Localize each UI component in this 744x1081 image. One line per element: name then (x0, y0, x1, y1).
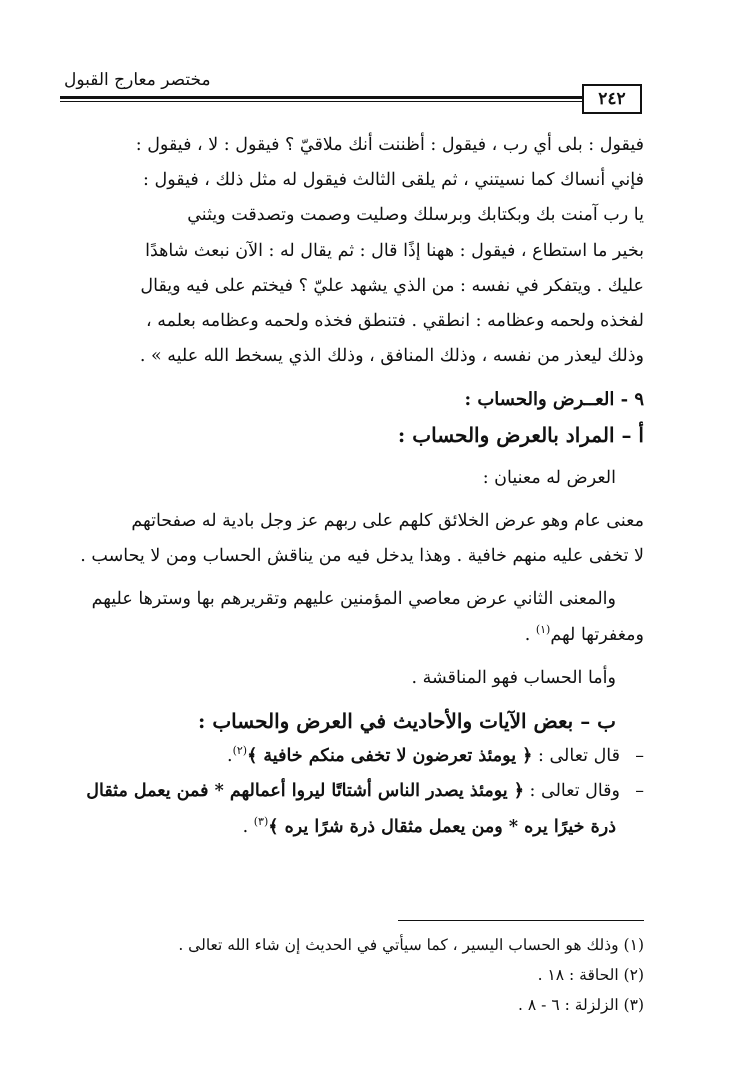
hisab-line: وأما الحساب فهو المناقشة . (411, 667, 616, 688)
footnote: (١) وذلك هو الحساب اليسير ، كما سيأتي في الحديث إن شاء الله تعالى . (178, 936, 644, 954)
text-line: لا تخفى عليه منهم خافية . وهذا يدخل فيه من يناقش الحساب ومن لا يحاسب . (80, 546, 644, 567)
page-number: ٢٤٢ (582, 84, 642, 114)
text-line: عليك . ويتفكر في نفسه : من الذي يشهد عليّ ؟ فيختم على فيه ويقال (140, 275, 644, 296)
text-line: لفخذه ولحمه وعظامه : انطقي . فتنطق فخذه ولحمه وعظامه بعلمه ، (146, 311, 644, 332)
text-line: والمعنى الثاني عرض معاصي المؤمنين عليهم وتقريرهم بها وسترها عليهم (91, 589, 616, 610)
footnote-ref: (١) (535, 622, 551, 636)
dash-mark: – (635, 746, 644, 767)
quran-verse: ﴿ يومئذ يصدر الناس أشتاتًا ليروا أعمالهم * فمن يعمل مثقال (86, 781, 524, 802)
verse-prefix: وقال تعالى : (523, 781, 620, 802)
text-line: فيقول : بلى أي رب ، فيقول : أظننت أنك ملاقيّ ؟ فيقول : لا ، فيقول : (135, 135, 644, 155)
header-rule-thin (60, 101, 582, 102)
text-line: معنى عام وهو عرض الخلائق كلهم على ربهم عز وجل بادية له صفحاتهم (131, 511, 644, 532)
dash-mark: – (635, 781, 644, 802)
sub-heading-a: أ – المراد بالعرض والحساب : (397, 422, 644, 447)
footnote-ref: (٣) (253, 814, 269, 828)
header-rule (60, 96, 582, 99)
text-line: وذلك ليعذر من نفسه ، وذلك المنافق ، وذلك الذي يسخط الله عليه » . (139, 346, 644, 367)
text-line (70, 618, 644, 653)
quran-verse: ذرة خيرًا يره * ومن يعمل مثقال ذرة شرًا يره ﴾ (268, 816, 616, 837)
section-heading: ٩ - العــرض والحساب : (464, 389, 644, 411)
meanings-intro: العرض له معنيان : (482, 467, 616, 488)
footnote: (٢) الحاقة : ١٨ . (537, 966, 644, 984)
text-line: يا رب آمنت بك وبكتابك وبرسلك وصليت وصمت وتصدقت ويثني (187, 205, 644, 226)
footnotes (70, 930, 644, 1020)
sub-heading-b: ب – بعض الآيات والأحاديث في العرض والحساب : (198, 709, 616, 734)
footnote: (٣) الزلزلة : ٦ - ٨ . (518, 996, 644, 1014)
text-line: فإني أنساك كما نسيتني ، ثم يلقى الثالث فيقول له مثل ذلك ، فيقول : (143, 170, 644, 191)
meaning-two-text: ومغفرتها لهم (550, 624, 644, 645)
line-end: . (242, 816, 254, 837)
list-item (70, 774, 644, 809)
book-title: مختصر معارج القبول (64, 70, 211, 90)
line-end: . (524, 624, 536, 645)
main-text (70, 128, 644, 845)
verse-prefix: قال تعالى : (532, 746, 620, 767)
page-header (60, 62, 642, 114)
line-end: . (226, 746, 233, 767)
quran-verse: ﴿ يومئذ تعرضون لا تخفى منكم خافية ﴾ (247, 746, 533, 767)
list-item (70, 739, 644, 774)
text-line (70, 810, 644, 845)
footnote-divider (398, 920, 644, 921)
footnote-ref: (٢) (232, 744, 248, 758)
text-line: بخير ما استطاع ، فيقول : ههنا إذًا قال : ثم يقال له : الآن نبعث شاهدًا (145, 240, 644, 261)
